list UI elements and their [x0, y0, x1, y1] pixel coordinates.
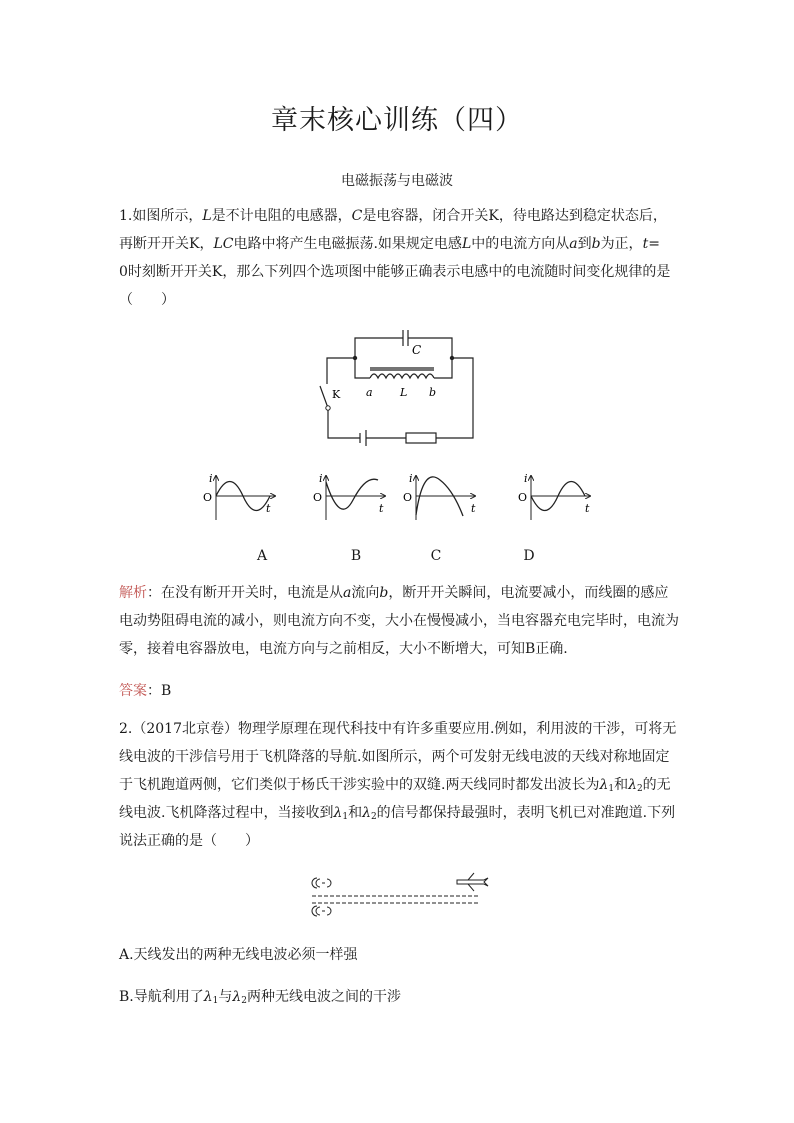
q2-line-5: 说法正确的是（ ） — [119, 833, 259, 849]
q1-line-1: 1.如图所示，L是不计电阻的电感器，C是电容器，闭合开关K，待电路达到稳定状态后， — [119, 208, 667, 224]
option-a-label: A — [256, 548, 268, 564]
analysis-line-2: 电动势阻碍电流的减小，则电流方向不变，大小在慢慢减小，当电容器充电完毕时，电流为 — [119, 613, 679, 629]
graph-a-i-label: i — [209, 472, 213, 485]
q2-line-1: 2.（2017北京卷）物理学原理在现代科技中有许多重要应用.例如，利用波的干涉，可将无 — [119, 721, 677, 737]
analysis-line-1: 解析：在没有断开开关时，电流是从a流向b，断开开关瞬间，电流要减小，而线圈的感应 — [119, 585, 669, 601]
airplane-icon — [457, 873, 488, 891]
q2-line-4: 线电波.飞机降落过程中，当接收到$\lambda_1$和$\lambda_2$的信号都保持最强时，表明飞机已对准跑道.下列 — [119, 805, 676, 822]
answer-line: 答案：B — [119, 683, 172, 699]
runway-diagram — [308, 868, 493, 920]
analysis-label: 解析 — [119, 585, 147, 601]
point-b-label: b — [429, 386, 437, 399]
graph-c-i-label: i — [409, 472, 413, 485]
q2-option-b[interactable]: B.导航利用了$\lambda_1$与$\lambda_2$两种无线电波之间的干涉 — [119, 989, 401, 1006]
q2-line-3: 于飞机跑道两侧，它们类似于杨氏干涉实验中的双缝.两天线同时都发出波长为$\lambda_1$和$\lambda_2$的无 — [119, 777, 671, 794]
current-time-graphs — [195, 470, 615, 525]
graph-d-o-label: O — [518, 491, 528, 504]
graph-b-i-label: i — [319, 472, 323, 485]
q2-line-2: 线电波的干涉信号用于飞机降落的导航.如图所示，两个可发射无线电波的天线对称地固定 — [119, 749, 670, 765]
point-a-label: a — [366, 386, 373, 399]
analysis-line-3: 零，接着电容器放电，电流方向与之前相反，大小不断增大，可知B正确. — [119, 641, 568, 657]
q1-line-4: （ ） — [119, 292, 175, 308]
option-c-label: C — [430, 548, 442, 564]
inductor-label: L — [400, 386, 408, 399]
option-b-label: B — [350, 548, 362, 564]
switch-label: K — [332, 388, 341, 401]
answer-value: B — [161, 683, 172, 699]
capacitor-label: C — [412, 343, 422, 357]
option-d-label: D — [523, 548, 535, 564]
graph-b-curve — [326, 479, 378, 509]
graph-a-o-label: O — [203, 491, 213, 504]
q1-line-3: 0时刻断开开关K，那么下列四个选项图中能够正确表示电感中的电流随时间变化规律的是 — [119, 264, 671, 280]
page-title: 章末核心训练（四） — [271, 105, 523, 136]
graph-b-t-label: t — [379, 502, 384, 515]
graph-c-o-label: O — [403, 491, 413, 504]
graph-d-t-label: t — [585, 502, 590, 515]
graph-b-o-label: O — [313, 491, 323, 504]
answer-label: 答案 — [119, 683, 147, 699]
section-subtitle: 电磁振荡与电磁波 — [341, 173, 453, 189]
lc-circuit-diagram — [300, 320, 500, 455]
top-antenna-icon — [312, 878, 331, 888]
q2-option-a[interactable]: A.天线发出的两种无线电波必须一样强 — [119, 947, 358, 963]
graph-a-t-label: t — [266, 502, 271, 515]
bottom-antenna-icon — [312, 906, 331, 916]
graph-d-i-label: i — [524, 472, 528, 485]
graph-c-t-label: t — [471, 502, 476, 515]
q1-line-2: 再断开开关K，LC电路中将产生电磁振荡.如果规定电感L中的电流方向从a到b为正，t= — [119, 236, 660, 252]
